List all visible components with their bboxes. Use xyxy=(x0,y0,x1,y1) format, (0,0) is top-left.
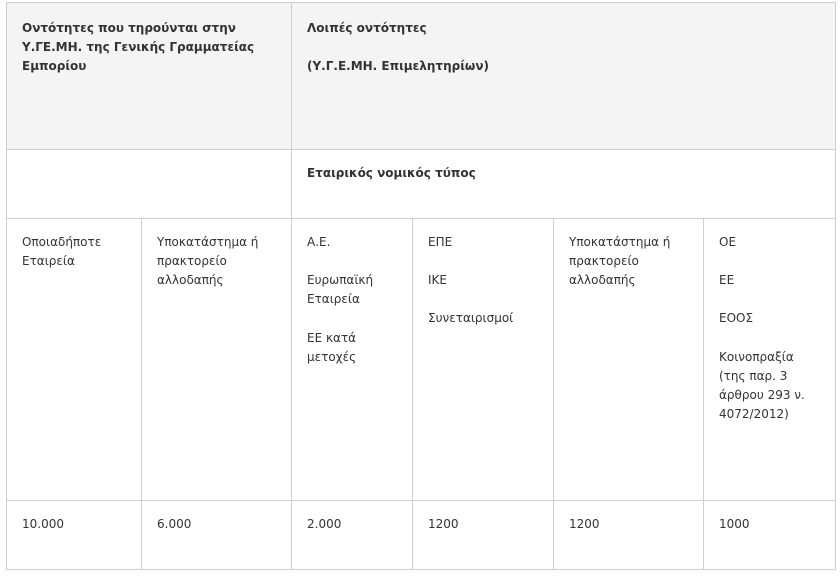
type-text: 4072/2012) xyxy=(719,407,789,422)
header-line: Εμπορίου xyxy=(22,59,87,74)
amount-cell xyxy=(413,501,554,570)
type-text: ΕΕ xyxy=(719,273,735,288)
amount-cell xyxy=(142,501,292,570)
type-text: ΕΠΕ xyxy=(428,235,453,249)
type-text: (της παρ. 3 xyxy=(719,368,788,383)
type-text: άρθρου 293 ν. xyxy=(719,388,805,403)
amounts-row xyxy=(7,501,836,570)
legal-type-label: Εταιρικός νομικός τύπος xyxy=(307,166,476,180)
amount-value: 6.000 xyxy=(157,517,192,531)
type-cell-foreign-branch xyxy=(142,219,292,501)
type-text: Οποιαδήποτε xyxy=(22,235,102,249)
type-text: αλλοδαπής xyxy=(569,273,636,288)
fee-table xyxy=(6,2,836,570)
header-line: Οντότητες που τηρούνται στην xyxy=(22,21,236,35)
type-cell-oe xyxy=(704,219,836,501)
type-cell-any-company xyxy=(7,219,142,501)
type-text: ΙΚΕ xyxy=(428,273,447,288)
types-row xyxy=(7,219,836,501)
type-text: ΕΟΟΣ xyxy=(719,311,754,326)
amount-value: 10.000 xyxy=(22,517,64,531)
header-gemi-commerce xyxy=(7,3,292,150)
amount-cell xyxy=(7,501,142,570)
subheader-empty-cell xyxy=(7,150,292,219)
header-row xyxy=(7,3,836,150)
type-cell-foreign-branch-other xyxy=(554,219,704,501)
type-cell-epe xyxy=(413,219,554,501)
subheader-legal-type xyxy=(292,150,836,219)
amount-value: 1000 xyxy=(719,517,750,531)
type-cell-ae xyxy=(292,219,413,501)
header-subtitle: (Υ.Γ.Ε.ΜΗ. Επιμελητηρίων) xyxy=(307,59,489,74)
type-text: Υποκατάστημα ή xyxy=(157,235,259,249)
amount-value: 1200 xyxy=(428,517,459,531)
subheader-row xyxy=(7,150,836,219)
type-text: Ευρωπαϊκή xyxy=(307,273,374,288)
amount-value: 1200 xyxy=(569,517,600,531)
header-other-entities xyxy=(292,3,836,150)
amount-cell xyxy=(704,501,836,570)
type-text: Συνεταιρισμοί xyxy=(428,311,514,326)
header-line: Υ.ΓΕ.ΜΗ. της Γενικής Γραμματείας xyxy=(22,40,255,55)
type-text: αλλοδαπής xyxy=(157,273,224,288)
amount-cell xyxy=(292,501,413,570)
type-text: Κοινοπραξία xyxy=(719,349,794,364)
type-text: Υποκατάστημα ή xyxy=(569,235,671,249)
amount-cell xyxy=(554,501,704,570)
type-text: μετοχές xyxy=(307,349,357,364)
type-text: πρακτορείο xyxy=(569,254,639,269)
type-text: ΟΕ xyxy=(719,235,737,249)
type-text: Εταιρεία xyxy=(307,292,360,307)
header-title: Λοιπές οντότητες xyxy=(307,21,427,35)
amount-value: 2.000 xyxy=(307,517,342,531)
type-text: πρακτορείο xyxy=(157,254,227,269)
type-text: Εταιρεία xyxy=(22,254,75,269)
type-text: ΕΕ κατά xyxy=(307,330,357,345)
type-text: Α.Ε. xyxy=(307,235,331,249)
